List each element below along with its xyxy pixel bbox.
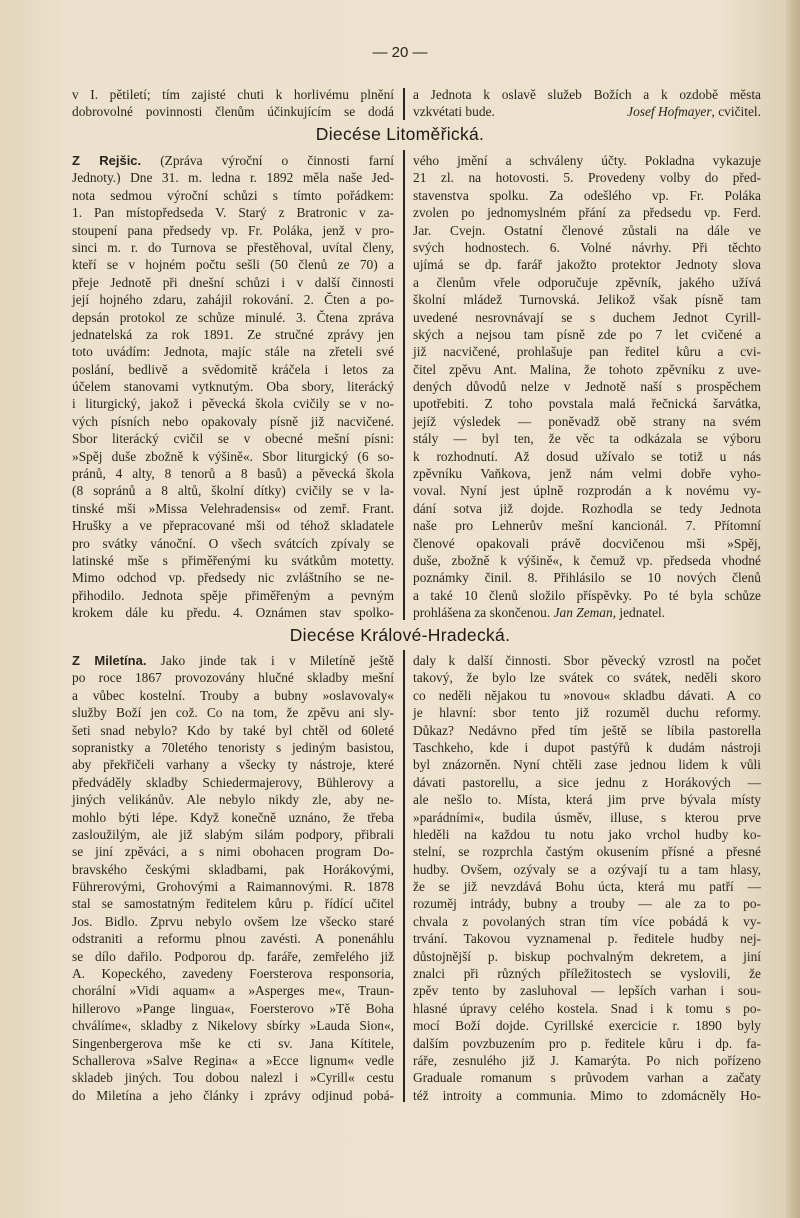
- text-line: Hrušky a ve přepracované mši od téhož skladatele: [72, 518, 394, 534]
- section-2-right-column: [413, 652, 761, 1104]
- text-segment: prohlášena za skončenou.: [413, 605, 554, 621]
- author-name: Josef Hofmayer: [627, 104, 712, 120]
- text-line: Taschkeho, kde i dupot pastýřů k dudám nástroji: [413, 739, 761, 755]
- text-line: předváděly skladby Schiedermajerovy, Bühlerovy a: [72, 774, 394, 790]
- text-line: uvedené nesrovnávají se s duchem Jednot Cyrill-: [413, 309, 761, 325]
- text-segment: , cvičitel.: [711, 104, 761, 120]
- top-left-column: [72, 86, 394, 121]
- text-line: zpěvníku Vaňkova, jenž nám velmi dobře vyho-: [413, 466, 761, 482]
- text-line: upotřebiti. Z toho povstala malá řečnická šarvátka,: [413, 396, 761, 412]
- text-line: již nacvičené, prohlašuje pan ředitel kůru a cvi-: [413, 344, 761, 360]
- section-2-left-column: [72, 652, 394, 1104]
- text-line: do Miletína a jeho články i zprávy odjinud pobá-: [72, 1087, 394, 1103]
- text-line: Schallerova »Salve Regina« a »Ecce lignum« vedle: [72, 1052, 394, 1068]
- text-line: i liturgický, jakož i pěvecká škola cvičily se v no-: [72, 396, 394, 412]
- text-line: trvání. Takovou vyznamenal p. ředitele hudby nej-: [413, 931, 761, 947]
- section-heading-kralove-hradecka: Diecése Králové-Hradecká.: [289, 625, 511, 645]
- text-line: pránů, 4 alty, 8 tenorů a 8 basů) a pěvecká škola: [72, 466, 394, 482]
- text-line: takový, že bylo lze svátek co svátek, neděli skoro: [413, 670, 761, 686]
- text-line: hillerovo »Pange lingua«, Foersterovo »Tě Boha: [72, 1000, 394, 1016]
- text-line: »parádními«, budila úsměv, illuse, s kterou prve: [413, 809, 761, 825]
- text-line: je hlavní: sbor tento již rozuměl duchu reformy.: [413, 705, 761, 721]
- text-line: Singenbergerova mše ke cti sv. Jana Kítitele,: [72, 1035, 394, 1051]
- text-line: hleděli na každou tu notu jako vrchol hudby ko-: [413, 826, 761, 842]
- text-line: se jiní zpěváci, a s nimi obohacen program Do-: [72, 844, 394, 860]
- text-line: Sbor literácký cvičil se v obecné mešní písni:: [72, 431, 394, 447]
- text-line: naše pro Lehnerův mešní kancionál. 7. Přítomní: [413, 518, 761, 534]
- text-line: poznámky činil. 8. Přihlásilo se 10 nových členů: [413, 570, 761, 586]
- text-line: jednatelská za rok 1891. Ze stručné zprávy jen: [72, 326, 394, 342]
- text-line: Jednoty.) Dne 31. m. ledna r. 1892 měla naše Jed-: [72, 170, 394, 186]
- text-line: její hojného zdaru, zahájil rokování. 2. Čten a po-: [72, 292, 394, 308]
- text-line: duše, zbožně k výšině«, k čemuž vp. předseda vhodné: [413, 552, 761, 568]
- text-line: aby překřičeli varhany a všecky ty nástroje, které: [72, 757, 394, 773]
- text-line: Jar. Cvejn. Ostatní členové zůstali na dále ve: [413, 222, 761, 238]
- text-line: Důkaz? Nedávno před tím ještě se líbila pastorella: [413, 722, 761, 738]
- text-line: daly k další činnosti. Sbor pěvecký vzrostl na počet: [413, 653, 761, 668]
- text-line: po roce 1867 provozovány hlučné skladby mešní: [72, 670, 394, 686]
- text-line: dalším povzbuzením pro p. ředitele kůru i dp. fa-: [413, 1035, 761, 1051]
- text-line: se dílo dařilo. Podporou dp. faráře, zemřelého již: [72, 948, 394, 964]
- column-divider: [403, 150, 405, 620]
- text-line: svých hodnostech. 6. Volné návrhy. Při těchto: [413, 239, 761, 255]
- article-title: Z Rejšic.: [72, 153, 142, 168]
- text-line: nota sedmou výroční schůzi s tímto pořádkem:: [72, 187, 394, 203]
- text-line: krokem dále ku předu. 4. Oznámen stav spolko-: [72, 605, 394, 621]
- text-line: stavenstva spolku. Za odešlého vp. Fr. Poláka: [413, 187, 761, 203]
- text-line: [413, 103, 761, 120]
- text-line: hlasné úpravy celého kostela. Snad i k tomu s po-: [413, 1000, 761, 1016]
- text-line: ských a nejsou tam písně zde po 7 let cvičené a: [413, 326, 761, 342]
- text-line: Jos. Bidlo. Zprvu nebylo ovšem lze všecko staré: [72, 913, 394, 929]
- text-line: co neděli nějakou tu »novou« skladbu dávati. A co: [413, 687, 761, 703]
- text-line: [413, 604, 761, 621]
- page-edge-shadow: [786, 0, 800, 1218]
- article-title: Z Miletína.: [72, 653, 147, 668]
- text-line: stály — byl ten, že věc ta odkázala se výboru: [413, 431, 761, 447]
- text-line: jiných velikánův. Ale nebylo nikdy zle, aby ne-: [72, 792, 394, 808]
- text-line: dených důvodů nelze v Jednotě naší s prospěchem: [413, 379, 761, 395]
- text-line: dobrovolné povinnosti členům účinkujícím se dodá: [72, 104, 394, 120]
- text-line: dání sotva již dojde. Rozhodla se tedy Jednota: [413, 500, 761, 516]
- text-line: čitel zpěvu Ant. Malina, že tohoto zpěvníku z uve-: [413, 361, 761, 377]
- text-segment: , jednatel.: [612, 605, 666, 621]
- text-line: 1. Pan místopředseda V. Starý z Bratronic v za-: [72, 205, 394, 221]
- text-line: tinské mši »Missa Velehradensis« od zemř. Frant.: [72, 500, 394, 516]
- text-line: ujímá se dp. farář jakožto protektor Jednoty slova: [413, 257, 761, 273]
- text-line: (8 sopránů a 8 altů, školní dítky) cvičily se v la-: [72, 483, 394, 499]
- text-line: hudby. Ovšem, ozývaly se a ozývají tu a tam hlasy,: [413, 861, 761, 877]
- text-line: »Spěj duše zbožně k výšině«. Sbor liturgický (6 so-: [72, 448, 394, 464]
- text-line: depsán protokol ze schůze minulé. 3. Čtena zpráva: [72, 309, 394, 325]
- text-line: a členům vřele odporučuje zpěvník, jakého užívá: [413, 274, 761, 290]
- text-line: Graduale romanum s průvodem varhan a začaty: [413, 1070, 761, 1086]
- text-line: k rozhodnutí. Až dosud užívalo se totiž u nás: [413, 448, 761, 464]
- text-line: a také 10 členů složilo příspěvky. Po té byla schůze: [413, 587, 761, 603]
- column-divider: [403, 650, 405, 1102]
- text-line: stal se samostatným ředitelem kůru p. řídící učitel: [72, 896, 394, 912]
- text-line: poslání, bedlivě a svědomitě kráčela i letos za: [72, 361, 394, 377]
- column-divider: [403, 88, 405, 120]
- text-line: mohlo býti lépe. Když konečně uznáno, že třeba: [72, 809, 394, 825]
- text-line: A. Kopeckého, zavedeny Foersterova responsoria,: [72, 966, 394, 982]
- text-line: že se již nevzdává Bohu úcta, která mu patří —: [413, 879, 761, 895]
- text-line: ale nešlo to. Místa, která jim prve bývala místy: [413, 792, 761, 808]
- text-line: vých písních nebo opakovaly písně již nacvičené.: [72, 413, 394, 429]
- text-line: sopranistky a 70letého tenoristy s jediným basistou,: [72, 739, 394, 755]
- text-line: a Jednota k oslavě služeb Božích a k ozdobě města: [413, 87, 761, 102]
- text-line: byl znázorněn. Nyní chtěli zase jednou lidem k vůli: [413, 757, 761, 773]
- text-line: bravského českými skladbami, pak Horákovými,: [72, 861, 394, 877]
- text-line: šeti snad nebylo? Kdo by také byl chtěl od 60leté: [72, 722, 394, 738]
- text-line: zasloužilým, ale již slabým silám podpory, přibrali: [72, 826, 394, 842]
- text-line: účelem stanovami vytknutým. Oba sbory, literácký: [72, 379, 394, 395]
- text-line: rozuměj intrády, bubny a trouby — ale za to po-: [413, 896, 761, 912]
- text-line: přeje Jednotě při dnešní schůzi i v další činnosti: [72, 274, 394, 290]
- text-line: toto uvádím: Jednota, majíc stále na zřeteli své: [72, 344, 394, 360]
- top-right-column: [413, 86, 761, 121]
- text-line: pro svátky vánoční. O všech svátcích zpívaly se: [72, 535, 394, 551]
- text-line: chvala z povolaných stran tím více pobádá k vy-: [413, 913, 761, 929]
- text-line: zpěv tento by zasluhoval — lepších varhan i sou-: [413, 983, 761, 999]
- text-line: ráře, zesnulého již J. Kamarýta. Po nich pořízeno: [413, 1052, 761, 1068]
- section-1-left-column: [72, 152, 394, 622]
- text-line: 21 zl. na hotovosti. 5. Provedeny volby do před-: [413, 170, 761, 186]
- text-line: [72, 652, 394, 669]
- text-line: služby Boží jen což. Co na tom, že zpěvu ani sly-: [72, 705, 394, 721]
- text-line: Führerovými, Grohovými a Raimannovými. R. 1878: [72, 879, 394, 895]
- text-line: důstojnější p. biskup pochvalným dekretem, a jiní: [413, 948, 761, 964]
- text-line: členové opakovali právě docvičenou mši »Spěj,: [413, 535, 761, 551]
- text-line: voval. Nyní jest úplně rozprodán a k novému vy-: [413, 483, 761, 499]
- text-line: chorální »Vidi aquam« a »Asperges me«, Traun-: [72, 983, 394, 999]
- text-line: též introity a communia. Mimo to zdomácněly Ho-: [413, 1087, 761, 1103]
- text-line: Mimo odchod vp. předsedy nic zvláštního se ne-: [72, 570, 394, 586]
- text-line: mocí Boží dojde. Cyrillské exercicie r. 1890 byly: [413, 1018, 761, 1034]
- text-line: kteří se v hojném počtu sešli (50 členů ze 70) a: [72, 257, 394, 273]
- section-heading-litomericka: Diecése Litoměřická.: [315, 124, 485, 144]
- text-segment: Jako jinde tak i v Miletíně ještě: [146, 653, 394, 668]
- text-line: latinské mše s přiměřenými ku svátkům motetty.: [72, 552, 394, 568]
- text-segment: (Zpráva výroční o činnosti farní: [141, 153, 394, 168]
- text-line: přihodilo. Jednota spěje přiměřeným a pevným: [72, 587, 394, 603]
- text-line: vého jmění a schváleny účty. Pokladna vykazuje: [413, 153, 761, 168]
- text-line: chválíme«, skladby z Nikelovy sbírky »Lauda Sion«,: [72, 1018, 394, 1034]
- text-line: sinci m. r. do Turnova se přestěhoval, uvítal členy,: [72, 239, 394, 255]
- author-name: Jan Zeman: [553, 605, 613, 621]
- text-line: v I. pětiletí; tím zajisté chuti k horlivému plnění: [72, 87, 394, 102]
- text-line: dávati pastorellu, a sice jednu z Horákových —: [413, 774, 761, 790]
- text-line: skladeb jiných. Tou dobou nalezl i »Cyrill« cestu: [72, 1070, 394, 1086]
- section-1-right-column: [413, 152, 761, 622]
- text-line: odstraniti a reformu plnou zavésti. A ponenáhlu: [72, 931, 394, 947]
- text-line: školní mládež Turnovská. Jelikož však písně tam: [413, 292, 761, 308]
- text-line: a vůbec kostelní. Trouby a bubny »oslavovaly«: [72, 687, 394, 703]
- signature: [627, 103, 761, 120]
- text-line: stelní, se rozprchla častým okusením přísné a přesné: [413, 844, 761, 860]
- text-segment: vzkvétati bude.: [413, 104, 495, 120]
- text-line: zvolen po jednomyslném přání za předsedu vp. Ferd.: [413, 205, 761, 221]
- page-number: — 20 —: [372, 44, 428, 61]
- text-line: znalci při různých příležitostech se vyslovili, že: [413, 966, 761, 982]
- text-line: [72, 152, 394, 169]
- text-line: jejíž výsledek — poněvadž obě strany na svém: [413, 413, 761, 429]
- text-line: stoupení pana předsedy vp. Fr. Poláka, jenž v pro-: [72, 222, 394, 238]
